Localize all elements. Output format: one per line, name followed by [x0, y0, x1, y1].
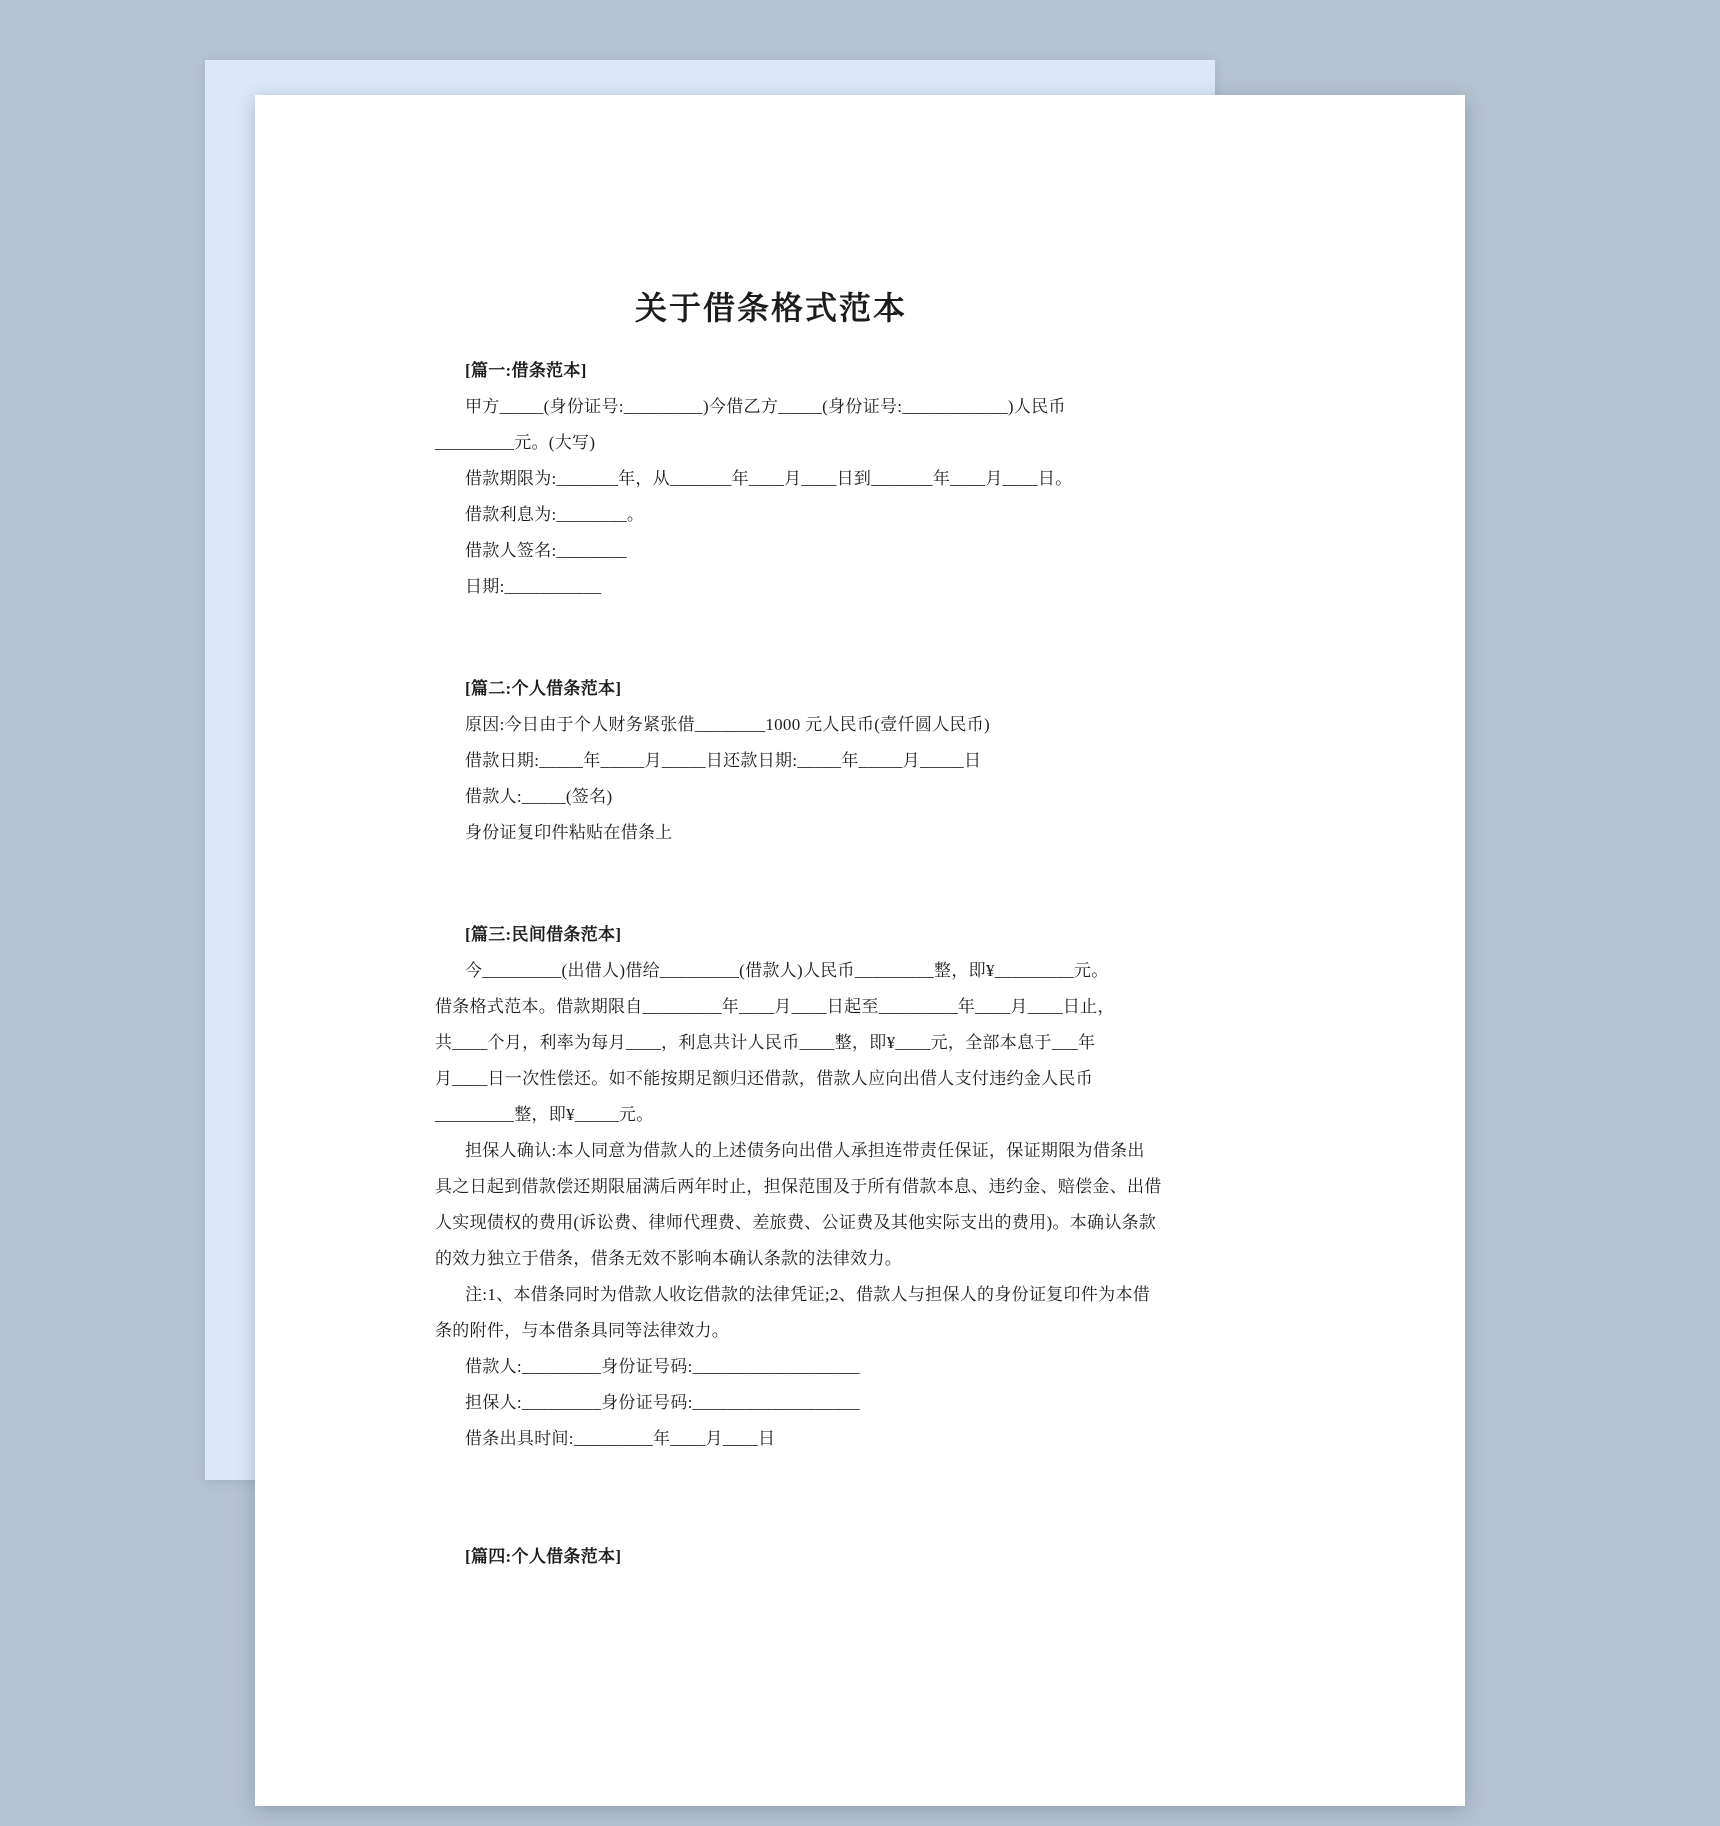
text-line: 甲方_____(身份证号:_________)今借乙方_____(身份证号:____________)人民币	[465, 397, 1066, 416]
text-line: 身份证复印件粘贴在借条上	[465, 823, 673, 842]
text-line: 借款人:_________身份证号码:___________________	[465, 1357, 860, 1376]
section-1-heading: [篇一:借条范本]	[465, 361, 587, 380]
section-3	[435, 917, 1162, 1457]
text-line: 条的附件，与本借条具同等法律效力。	[435, 1321, 730, 1340]
text-line: 日期:___________	[465, 577, 602, 596]
text-line: 共____个月，利率为每月____，利息共计人民币____整，即¥____元，全部本息于___年	[435, 1033, 1096, 1052]
text-line: _________元。(大写)	[435, 433, 596, 452]
text-line: 具之日起到借款偿还期限届满后两年时止，担保范围及于所有借款本息、违约金、赔偿金、出借	[435, 1177, 1162, 1196]
text-line: 今_________(出借人)借给_________(借款人)人民币_________整，即¥_________元。	[465, 961, 1109, 980]
section-3-heading: [篇三:民间借条范本]	[465, 925, 622, 944]
text-line: 借条出具时间:_________年____月____日	[465, 1429, 776, 1448]
text-column	[435, 95, 1162, 1575]
text-line: _________整，即¥_____元。	[435, 1105, 654, 1124]
text-line: 借条格式范本。借款期限自_________年____月____日起至_________年____月____日止，	[435, 997, 1115, 1016]
text-line: 的效力独立于借条，借条无效不影响本确认条款的法律效力。	[435, 1249, 903, 1268]
text-line: 担保人确认:本人同意为借款人的上述债务向出借人承担连带责任保证，保证期限为借条出	[465, 1141, 1145, 1160]
text-line: 人实现债权的费用(诉讼费、律师代理费、差旅费、公证费及其他实际支出的费用)。本确认条款	[435, 1213, 1157, 1232]
text-line: 借款人:_____(签名)	[465, 787, 613, 806]
section-4	[435, 1539, 1107, 1575]
document-title: 关于借条格式范本	[634, 290, 907, 326]
section-2-heading: [篇二:个人借条范本]	[465, 679, 622, 698]
section-1	[435, 353, 1107, 605]
text-line: 月____日一次性偿还。如不能按期足额归还借款，借款人应向出借人支付违约金人民币	[435, 1069, 1093, 1088]
text-line: 借款期限为:_______年，从_______年____月____日到_______年____月____日。	[465, 469, 1073, 488]
document-page	[255, 95, 1465, 1806]
text-line: 借款利息为:________。	[465, 505, 645, 524]
text-line: 原因:今日由于个人财务紧张借________1000 元人民币(壹仟圆人民币)	[465, 715, 990, 734]
text-line: 借款日期:_____年_____月_____日还款日期:_____年_____月_____日	[465, 751, 982, 770]
text-line: 担保人:_________身份证号码:___________________	[465, 1393, 860, 1412]
text-line: 借款人签名:________	[465, 541, 627, 560]
section-4-heading: [篇四:个人借条范本]	[465, 1547, 622, 1566]
text-line: 注:1、本借条同时为借款人收讫借款的法律凭证;2、借款人与担保人的身份证复印件为本借	[465, 1285, 1151, 1304]
section-2	[435, 671, 1107, 851]
